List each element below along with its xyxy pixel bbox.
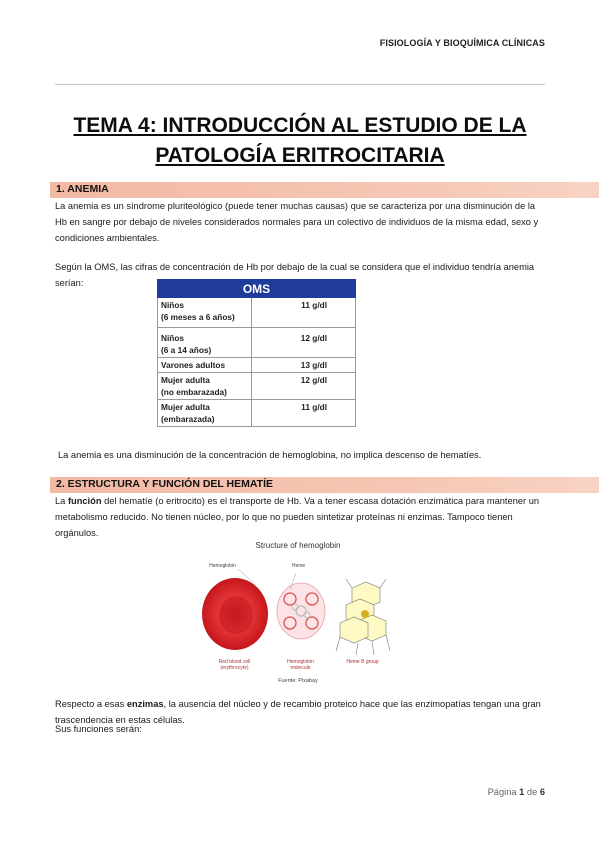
section-heading-hematie [50,477,599,493]
table-row [158,373,356,400]
table-cell-value: 12 g/dl [252,328,356,358]
hemoglobin-molecule-icon [277,583,325,639]
caption-hemoglobin: Hemoglobin molecule [287,659,314,671]
header-divider [55,84,545,85]
table-row [158,298,356,328]
figure-source: Fuente: Pixabay [278,678,318,684]
table-row [158,358,356,373]
oms-table-header: OMS [158,280,356,298]
paragraph-anemia-definition: La anemia es un síndrome pluriteológico (puede tener muchas causas) que se caracteriza por una disminución de la Hb en sangre por debajo de niveles considerados normales para un colectivo de individuos de la misma edad, sexo y condiciones ambientales. [55,201,539,243]
table-cell-group: Varones adultos [158,358,252,373]
page-number-footer: Página 1 de 6 [487,787,545,797]
section-heading-label: 1. ANEMIA [56,183,109,195]
table-cell-group: Mujer adulta (embarazada) [158,400,252,427]
paragraph-enzymes: Respecto a esas enzimas, la ausencia del núcleo y de recambio proteico hace que las enzimopatías tengan una gran trascendencia en estas células. [55,699,541,725]
title-line-1: TEMA 4: INTRODUCCIÓN AL ESTUDIO DE LA [73,114,527,137]
paragraph-functions-intro: Sus funciones serán: [55,724,142,734]
section-heading-label: 2. ESTRUCTURA Y FUNCIÓN DEL HEMATÍE [56,478,274,490]
document-title [30,111,570,171]
table-cell-group: Mujer adulta (no embarazada) [158,373,252,400]
caption-heme: Heme B group [346,659,379,665]
table-row [158,400,356,427]
title-line-2: PATOLOGÍA ERITROCITARIA [155,144,445,167]
table-cell-value: 11 g/dl [252,400,356,427]
label-heme-top: Heme [291,563,306,569]
hemoglobin-structure-figure [198,541,398,691]
figure-title: Structure of hemoglobin [255,541,341,550]
table-cell-group: Niños (6 a 14 años) [158,328,252,358]
caption-rbc: Red blood cell (erythrocyte) [218,659,251,671]
oms-hb-table [157,279,356,427]
table-cell-value: 11 g/dl [252,298,356,328]
paragraph-oms-intro: Según la OMS, las cifras de concentración de Hb por debajo de la cual se considera que el individuo tendría anemia serían: [55,262,535,288]
label-rbc-top: Hemoglobin [209,563,236,569]
table-cell-value: 12 g/dl [252,373,356,400]
paragraph-anemia-summary: La anemia es una disminución de la concentración de hemoglobina, no implica descenso de hematíes. [58,450,482,460]
paragraph-hematie-function: La función del hematíe (o eritrocito) es el transporte de Hb. Va a tener escasa dotación enzimática para mantener un metabolismo reducido. No tienen núcleo, por lo que no pueden sintetizar proteínas ni enzimas. Tampoco tienen orgánulos. [55,496,540,538]
running-header: FISIOLOGÍA Y BIOQUÍMICA CLÍNICAS [379,38,545,48]
table-row [158,328,356,358]
iron-atom-icon [361,610,369,618]
table-cell-value: 13 g/dl [252,358,356,373]
section-heading-anemia [50,182,599,198]
table-cell-group: Niños (6 meses a 6 años) [158,298,252,328]
